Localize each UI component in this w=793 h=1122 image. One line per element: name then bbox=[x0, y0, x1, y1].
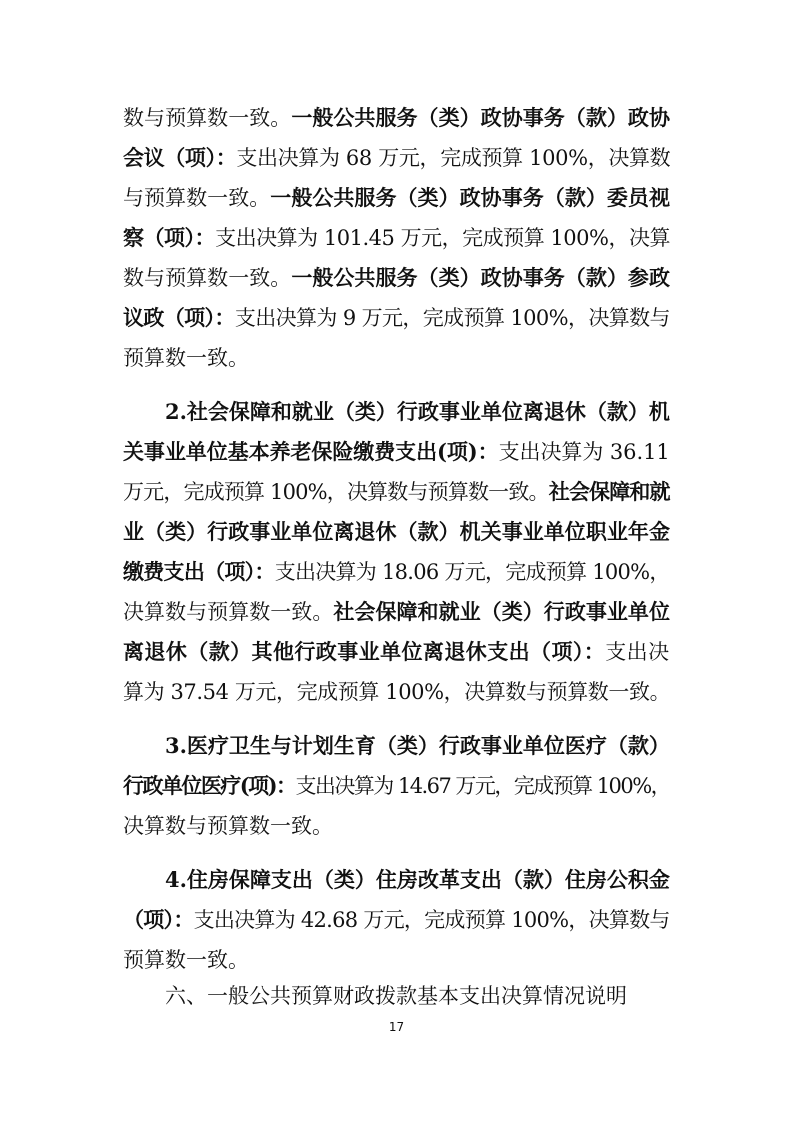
body-text: 数与预算数一致。 bbox=[123, 266, 292, 290]
text-line bbox=[165, 392, 670, 432]
body-text: 支出决算为 42.68 万元，完成预算 100%，决算数与 bbox=[193, 908, 670, 932]
body-text: 决算数与预算数一致。 bbox=[123, 814, 333, 838]
bold-text: 业（类）行政事业单位离退休（款）机关事业单位职业年金 bbox=[123, 519, 670, 544]
text-line bbox=[123, 258, 670, 298]
text-line bbox=[123, 940, 249, 980]
text-line bbox=[123, 512, 670, 552]
text-line bbox=[123, 806, 333, 846]
body-text: 预算数一致。 bbox=[123, 346, 249, 370]
body-text: 支出决算为 18.06 万元，完成预算 100%， bbox=[274, 560, 670, 584]
bold-text: 一般公共服务（类）政协事务（款）政协 bbox=[291, 105, 671, 130]
text-line bbox=[123, 472, 670, 512]
bold-text: 关事业单位基本养老保险缴费支出(项)： bbox=[123, 439, 499, 464]
body-text: 支出决算为 101.45 万元，完成预算 100%，决算 bbox=[215, 226, 671, 250]
text-line bbox=[123, 672, 670, 712]
body-text: 预算数一致。 bbox=[123, 948, 249, 972]
body-text: 决算数与预算数一致。 bbox=[123, 600, 334, 624]
bold-text: 察（项）： bbox=[123, 225, 216, 250]
bold-text: 议政（项）： bbox=[123, 305, 235, 330]
text-line bbox=[165, 860, 670, 900]
body-text: 数与预算数一致。 bbox=[123, 106, 292, 130]
text-line bbox=[123, 766, 670, 806]
bold-text: 3.医疗卫生与计划生育（类）行政事业单位医疗（款） bbox=[165, 733, 670, 758]
bold-text: 缴费支出（项）： bbox=[123, 559, 275, 584]
body-text: 六、一般公共预算财政拨款基本支出决算情况说明 bbox=[165, 984, 627, 1008]
text-line bbox=[123, 632, 670, 672]
bold-text: 会议（项）： bbox=[123, 145, 237, 170]
text-line bbox=[123, 552, 670, 592]
text-line bbox=[123, 298, 670, 338]
page-number: 17 bbox=[388, 1020, 405, 1034]
body-text: 与预算数一致。 bbox=[123, 186, 271, 210]
text-line bbox=[123, 218, 670, 258]
bold-text: 4.住房保障支出（类）住房改革支出（款）住房公积金 bbox=[165, 867, 670, 892]
body-text: 万元，完成预算 100%，决算数与预算数一致。 bbox=[123, 480, 549, 504]
text-line bbox=[123, 138, 670, 178]
body-text: 算为 37.54 万元，完成预算 100%，决算数与预算数一致。 bbox=[123, 680, 671, 704]
text-line bbox=[123, 432, 670, 472]
bold-text: （项）： bbox=[123, 907, 194, 932]
text-line bbox=[165, 976, 627, 1016]
bold-text: 行政单位医疗(项)： bbox=[123, 773, 296, 798]
text-line bbox=[123, 98, 670, 138]
body-text: 支出决算为 9 万元，完成预算 100%，决算数与 bbox=[234, 306, 670, 330]
body-text: 支出决算为 36.11 bbox=[498, 440, 670, 464]
bold-text: 2.社会保障和就业（类）行政事业单位离退休（款）机 bbox=[165, 399, 670, 424]
text-line bbox=[123, 338, 249, 378]
bold-text: 一般公共服务（类）政协事务（款）参政 bbox=[291, 265, 671, 290]
bold-text: 社会保障和就 bbox=[548, 479, 670, 504]
text-line bbox=[123, 900, 670, 940]
body-text: 支出决 bbox=[605, 640, 670, 664]
body-text: 支出决算为 14.67 万元，完成预算 100%， bbox=[295, 774, 671, 798]
bold-text: 社会保障和就业（类）行政事业单位 bbox=[333, 599, 671, 624]
text-line bbox=[165, 726, 670, 766]
body-text: 支出决算为 68 万元，完成预算 100%，决算数 bbox=[236, 146, 671, 170]
text-line bbox=[123, 592, 670, 632]
text-line bbox=[123, 178, 670, 218]
bold-text: 离退休（款）其他行政事业单位离退休支出（项）： bbox=[123, 639, 606, 664]
bold-text: 一般公共服务（类）政协事务（款）委员视 bbox=[270, 185, 671, 210]
